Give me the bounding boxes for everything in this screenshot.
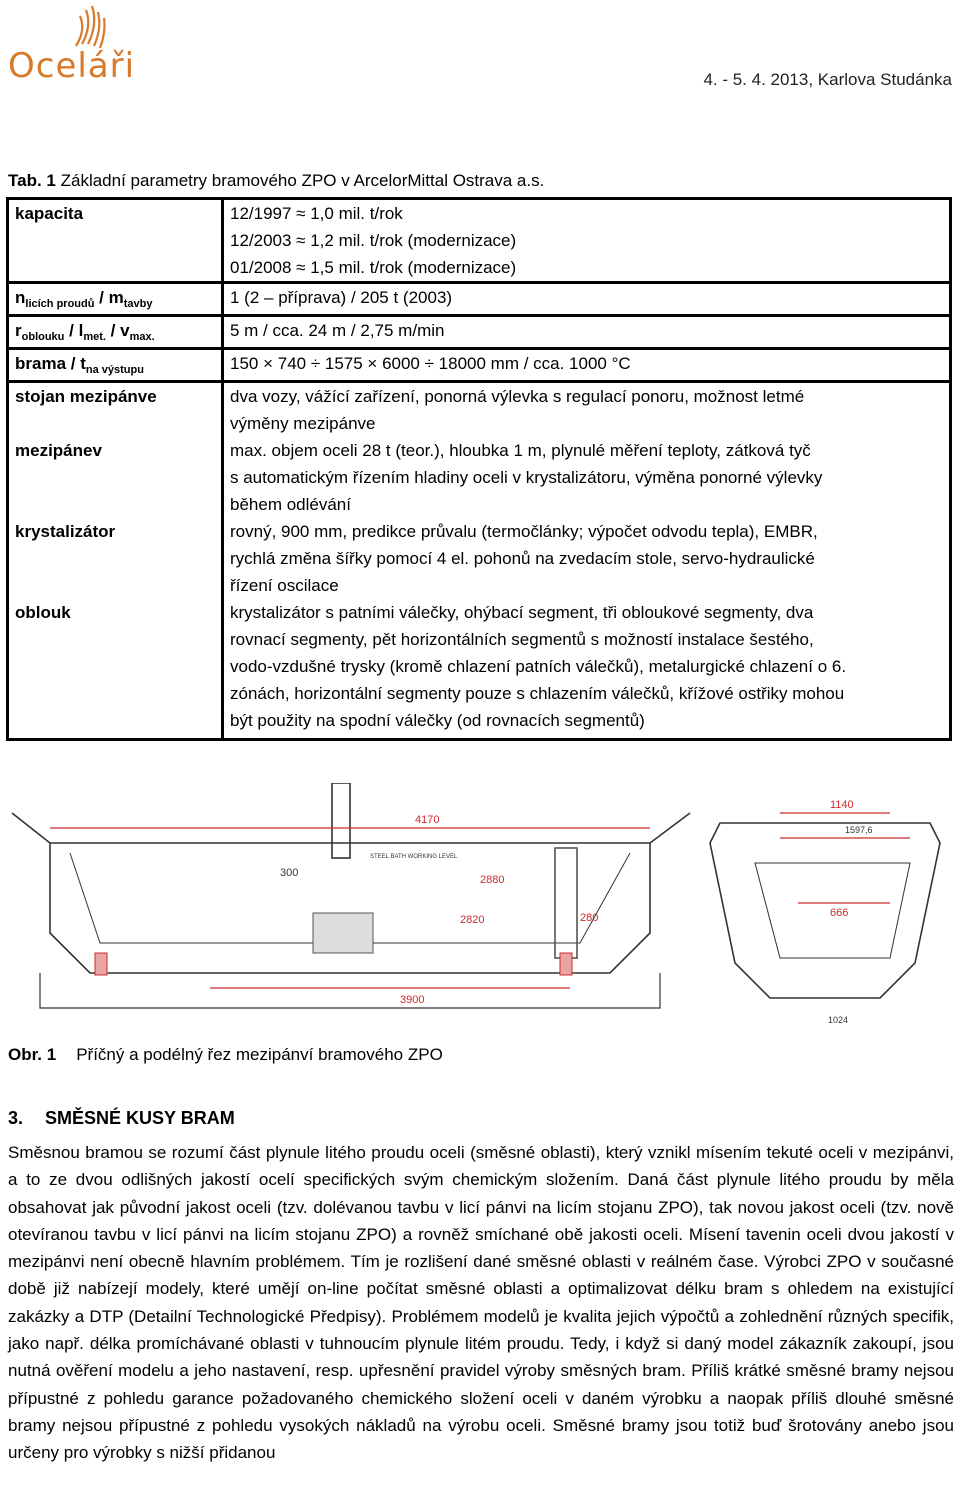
- dim-label: 1140: [830, 799, 854, 811]
- row-value: [223, 599, 951, 740]
- value-line: rychlá změna šířky pomocí 4 el. pohonů na zvedacím stole, servo-hydraulické: [230, 549, 815, 568]
- cross-section-shell: [710, 823, 940, 998]
- row-value: [223, 283, 951, 316]
- value-line: dva vozy, vážící zařízení, ponorná výlevka s regulací ponoru, možnost letmé: [230, 387, 805, 406]
- label-subscript: na výstupu: [85, 364, 144, 376]
- dim-label: 4170: [415, 814, 440, 826]
- value-line: během odlévání: [230, 495, 351, 514]
- table-row: [8, 349, 951, 382]
- table-caption: [8, 171, 544, 191]
- label-subscript: met.: [83, 331, 106, 343]
- table-caption-label: Tab. 1: [8, 171, 56, 190]
- row-label: [8, 349, 223, 382]
- value-line: rovnací segmenty, pět horizontálních segmentů s možností instalace šestého,: [230, 630, 814, 649]
- table-caption-text: Základní parametry bramového ZPO v ArcelorMittal Ostrava a.s.: [60, 171, 545, 190]
- label-part: / l: [64, 321, 84, 340]
- value-line: být použity na spodní válečky (od rovnacích segmentů): [230, 711, 645, 730]
- value-line: max. objem oceli 28 t (teor.), hloubka 1 m, plynulé měření teploty, zátková tyč: [230, 441, 811, 460]
- figure-caption-label: Obr. 1: [8, 1045, 57, 1064]
- section-number: 3.: [8, 1108, 24, 1128]
- value-line: s automatickým řízením hladiny oceli v krystalizátoru, výměna ponorné výlevky: [230, 468, 823, 487]
- ladle-shroud: [332, 783, 350, 858]
- value-line: 1 (2 – příprava) / 205 t (2003): [230, 288, 453, 307]
- value-line: 12/2003 ≈ 1,2 mil. t/rok (modernizace): [230, 231, 517, 250]
- section-title: SMĚSNÉ KUSY BRAM: [45, 1108, 235, 1128]
- label-subscript: tavby: [123, 298, 153, 310]
- label-subscript: licích proudů: [25, 298, 95, 310]
- dim-label: 300: [280, 867, 299, 879]
- dim-label: 3900: [400, 994, 425, 1006]
- label-part: / m: [94, 288, 124, 307]
- header-date-place: 4. - 5. 4. 2013, Karlova Studánka: [703, 70, 952, 89]
- dim-label: 280: [580, 912, 599, 924]
- label-part: r: [15, 321, 22, 340]
- impact-pad: [313, 913, 373, 953]
- value-line: vodo-vzdušné trysky (kromě chlazení patních válečků), metalurgické chlazení o 6.: [230, 657, 847, 676]
- logo-text: Oceláři: [8, 46, 136, 86]
- row-value: [223, 199, 951, 283]
- row-value: [223, 382, 951, 438]
- dim-label: 1597,6: [845, 825, 873, 835]
- nozzle-red: [95, 953, 107, 975]
- row-label: kapacita: [8, 199, 223, 283]
- value-line: 5 m / cca. 24 m / 2,75 m/min: [230, 321, 445, 340]
- tundish-section-figure: [10, 783, 954, 1028]
- label-part: n: [15, 288, 26, 307]
- row-value: [223, 316, 951, 349]
- row-value: [223, 518, 951, 599]
- value-line: 150 × 740 ÷ 1575 × 6000 ÷ 18000 mm / cca. 1000 °C: [230, 354, 631, 373]
- value-line: 01/2008 ≈ 1,5 mil. t/rok (modernizace): [230, 258, 517, 277]
- table-row: [8, 599, 951, 740]
- table-row: [8, 283, 951, 316]
- row-label: mezipánev: [8, 437, 223, 518]
- label-subscript: max.: [129, 331, 155, 343]
- label-part: / v: [105, 321, 130, 340]
- dim-label: 666: [830, 907, 849, 919]
- row-label: stojan mezipánve: [8, 382, 223, 438]
- row-label: oblouk: [8, 599, 223, 740]
- table-row: [8, 199, 951, 283]
- table-row: [8, 437, 951, 518]
- table-row: [8, 382, 951, 438]
- tundish-drawing: [10, 783, 954, 1028]
- row-label: [8, 316, 223, 349]
- value-line: výměny mezipánve: [230, 414, 376, 433]
- nozzle-red: [560, 953, 572, 975]
- label-part: brama / t: [15, 354, 86, 373]
- dim-label: 1024: [828, 1015, 849, 1025]
- stopper-rod: [555, 848, 577, 958]
- table-row: [8, 518, 951, 599]
- figure-caption: [8, 1045, 443, 1065]
- value-line: 12/1997 ≈ 1,0 mil. t/rok: [230, 204, 403, 223]
- value-line: rovný, 900 mm, predikce průvalu (termočlánky; výpočet odvodu tepla), EMBR,: [230, 522, 818, 541]
- figure-caption-text: Příčný a podélný řez mezipánví bramového ZPO: [76, 1045, 443, 1064]
- section-heading: [8, 1108, 235, 1129]
- row-value: [223, 349, 951, 382]
- row-label: [8, 283, 223, 316]
- parameters-table: [6, 197, 952, 741]
- row-value: [223, 437, 951, 518]
- value-line: zónách, horizontální segmenty pouze s chlazením válečků, křížové ostřiky mohou: [230, 684, 845, 703]
- table-row: [8, 316, 951, 349]
- tundish-base: [40, 973, 660, 1008]
- dim-label: 2880: [480, 874, 505, 886]
- section-paragraph: Směsnou bramou se rozumí část plynule litého proudu oceli (směsné oblasti), který vznikl mísením tekuté oceli v mezipánvi, a to ze dvou odlišných jakostí ocelí specifických svým chemickým složením. Daná část plynule litého proudu by měla obsahovat jak původní jakost oceli (tzv. dolévanou tavbu v licí pánvi na licím stojanu ZPO), tak novou jakost oceli (tzv. nově otevíranou tavbu v licí pánvi na licím stojanu ZPO) a rovněž smíchané obě jakosti oceli. Mísení tavenin oceli dvou jakostí v mezipánvi není obecně hlavním problémem. Tím je rozlišení dané směsné oblasti v reálném čase. Výrobci ZPO v současné době již nabízejí modely, které umějí on-line počítat směsné oblasti a optimalizovat délku bram s ohledem na existující zakázky a DTP (Detailní Technologické Předpisy). Problémem modelů je kvalita jejich výpočtů a zohlednění různých specifik, jako např. délka promíchávané oblasti v tuhnoucím plynule litém proudu. Tedy, i když si daný model zákazník zakoupí, jsou nutná ověření modelu a jeho nastavení, resp. upřesnění pravidel výroby směsných bram. Příliš krátké směsné bramy nejsou přípustné z pohledu garance požadovaného chemického složení oceli v daném výrobku a naopak příliš dlouhé směsné bramy nejsou přípustné z pohledu vysokých nákladů na výrobu oceli. Směsné bramy jsou totiž buď šrotovány anebo jsou určeny pro výrobky s nižší přidanou: [8, 1143, 954, 1463]
- working-level-label: STEEL BATH WORKING LEVEL: [370, 854, 458, 860]
- value-line: řízení oscilace: [230, 576, 339, 595]
- label-subscript: oblouku: [21, 331, 65, 343]
- value-line: krystalizátor s patními válečky, ohýbací segment, tři obloukové segmenty, dva: [230, 603, 814, 622]
- row-label: krystalizátor: [8, 518, 223, 599]
- dim-label: 2820: [460, 914, 485, 926]
